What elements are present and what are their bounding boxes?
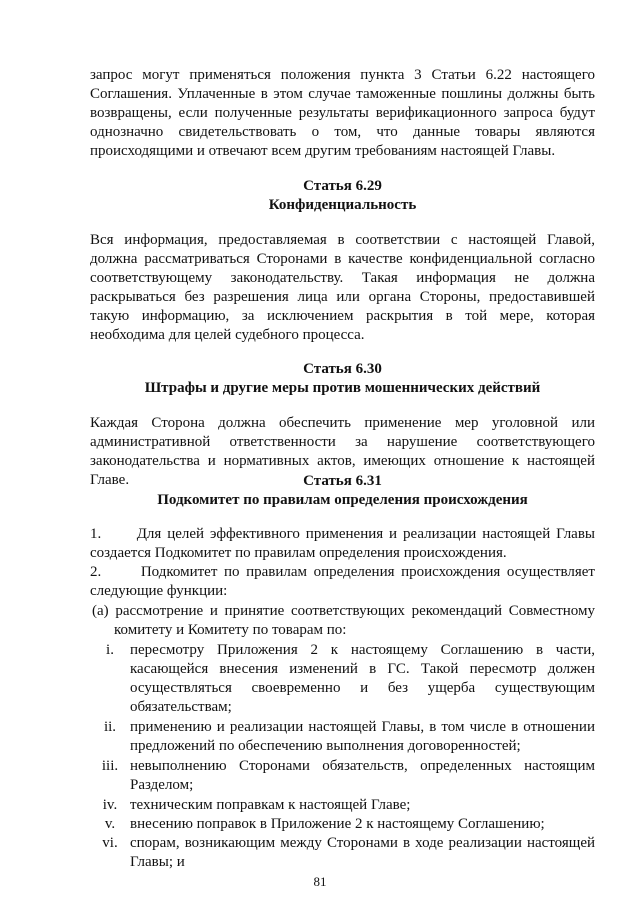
roman-numeral: i. xyxy=(106,642,114,658)
paragraph-line: административной ответственности за нарушение соответствующего xyxy=(90,434,595,450)
paragraph-line: Каждая Сторона должна обеспечить применение мер уголовной или xyxy=(90,415,595,431)
list-item-2-cont: следующие функции: xyxy=(90,583,228,599)
paragraph-line: Вся информация, предоставляемая в соответствии с настоящей Главой, xyxy=(90,232,595,248)
list-item-a: (a) рассмотрение и принятие соответствующих рекомендаций Совместному xyxy=(92,603,595,619)
sub-item-line: обязательствам; xyxy=(130,699,232,715)
sub-item-line: техническим поправкам к настоящей Главе; xyxy=(130,797,411,813)
roman-numeral: iii. xyxy=(101,758,119,774)
roman-numeral: v. xyxy=(104,816,116,832)
article-number: Статья 6.30 xyxy=(303,361,382,377)
paragraph-line: Главе. xyxy=(90,472,130,488)
sub-item-line: невыполнению Сторонами обязательств, определенных настоящим xyxy=(130,758,595,774)
paragraph-line: возвращены, если полученные результаты верификационного запроса будут xyxy=(90,105,595,121)
paragraph-line: однозначно свидетельствовать о том, что данные товары являются xyxy=(90,124,595,140)
page-number: 81 xyxy=(313,874,327,889)
paragraph-line: такую информацию, за исключением раскрытия в той мере, которая xyxy=(90,308,595,324)
article-number: Статья 6.29 xyxy=(303,178,382,194)
sub-item-line: применению и реализации настоящей Главы, в том числе в отношении xyxy=(130,719,595,735)
article-title: Штрафы и другие меры против мошеннических действий xyxy=(144,380,541,396)
paragraph-line: соответствующему законодательству. Такая информация не должна xyxy=(90,270,595,286)
roman-numeral: vi. xyxy=(102,835,118,851)
sub-item-line: пересмотру Приложения 2 к настоящему Соглашению в части, xyxy=(130,642,595,658)
paragraph-line: должна рассматриваться Сторонами в качестве конфиденциальной согласно xyxy=(90,251,595,267)
sub-item-line: Главы; и xyxy=(130,854,185,870)
list-item-1-cont: создается Подкомитет по правилам определения происхождения. xyxy=(90,545,507,561)
paragraph-line: Соглашения. Уплаченные в этом случае таможенные пошлины должны быть xyxy=(90,86,595,102)
sub-item-line: внесению поправок в Приложение 2 к настоящему Соглашению; xyxy=(130,816,545,832)
roman-numeral: ii. xyxy=(103,719,117,735)
paragraph-line: законодательства и нормативных актов, имеющих отношение к настоящей xyxy=(90,453,595,469)
sub-item-line: спорам, возникающим между Сторонами в ходе реализации настоящей xyxy=(130,835,595,851)
paragraph-line: раскрываться без разрешения лица или органа Стороны, предоставившей xyxy=(90,289,595,305)
paragraph-line: необходима для целей судебного процесса. xyxy=(90,327,365,343)
sub-item-line: Разделом; xyxy=(130,777,194,793)
article-title: Конфиденциальность xyxy=(268,197,417,213)
sub-item-line: предложений по обеспечению выполнения договоренностей; xyxy=(130,738,521,754)
paragraph-line: происходящими и отвечают всем другим требованиям настоящей Главы. xyxy=(90,143,556,159)
roman-numeral: iv. xyxy=(102,797,118,813)
sub-item-line: осуществляться своевременно и без ущерба существующим xyxy=(130,680,595,696)
article-title: Подкомитет по правилам определения происхождения xyxy=(157,492,528,508)
paragraph-line: запрос могут применяться положения пункта 3 Статьи 6.22 настоящего xyxy=(90,67,595,83)
article-number: Статья 6.31 xyxy=(303,473,382,489)
list-item-1: 1. Для целей эффективного применения и реализации настоящей Главы xyxy=(90,526,595,542)
list-item-a-cont: комитету и Комитету по товарам по: xyxy=(114,622,347,638)
sub-item-line: касающейся внесения изменений в ГС. Такой пересмотр должен xyxy=(130,661,595,677)
list-item-2: 2. Подкомитет по правилам определения происхождения осуществляет xyxy=(90,564,595,580)
